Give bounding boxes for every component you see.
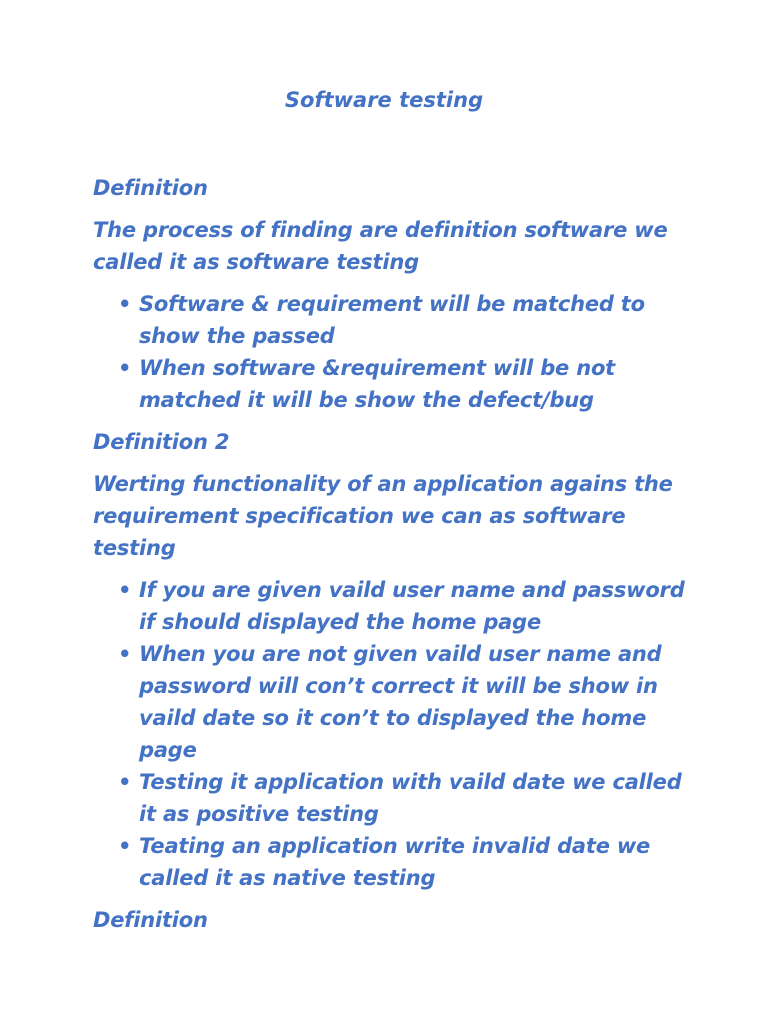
bullet-icon: • <box>118 642 132 666</box>
section-paragraph: Werting functionality of an application agains the requirement specification we can as software testing <box>93 472 673 560</box>
list-item-text: When you are not given vaild user name and password will con’t correct it will be show in vaild date so it con’t to displayed the home page <box>139 642 662 762</box>
bullet-icon: • <box>118 834 132 858</box>
bullet-list <box>93 574 693 894</box>
list-item-text: If you are given vaild user name and password if should displayed the home page <box>139 578 685 634</box>
list-item <box>93 574 693 638</box>
bullet-list <box>93 288 693 416</box>
list-item <box>93 352 693 416</box>
section-heading: Definition <box>93 908 208 932</box>
list-item-text: When software &requirement will be not matched it will be show the defect/bug <box>139 356 616 412</box>
list-item-text: Testing it application with vaild date we called it as positive testing <box>139 770 682 826</box>
section-heading: Definition <box>93 176 208 200</box>
bullet-icon: • <box>118 356 132 380</box>
section-paragraph: The process of finding are definition software we called it as software testing <box>93 218 668 274</box>
section-heading: Definition 2 <box>93 430 230 454</box>
list-item <box>93 830 693 894</box>
list-item <box>93 288 693 352</box>
list-item <box>93 766 693 830</box>
document-body <box>93 172 693 946</box>
list-item-text: Teating an application write invalid date we called it as native testing <box>139 834 651 890</box>
bullet-icon: • <box>118 292 132 316</box>
bullet-icon: • <box>118 578 132 602</box>
document-title: Software testing <box>284 88 484 112</box>
list-item <box>93 638 693 766</box>
bullet-icon: • <box>118 770 132 794</box>
list-item-text: Software & requirement will be matched to show the passed <box>139 292 645 348</box>
